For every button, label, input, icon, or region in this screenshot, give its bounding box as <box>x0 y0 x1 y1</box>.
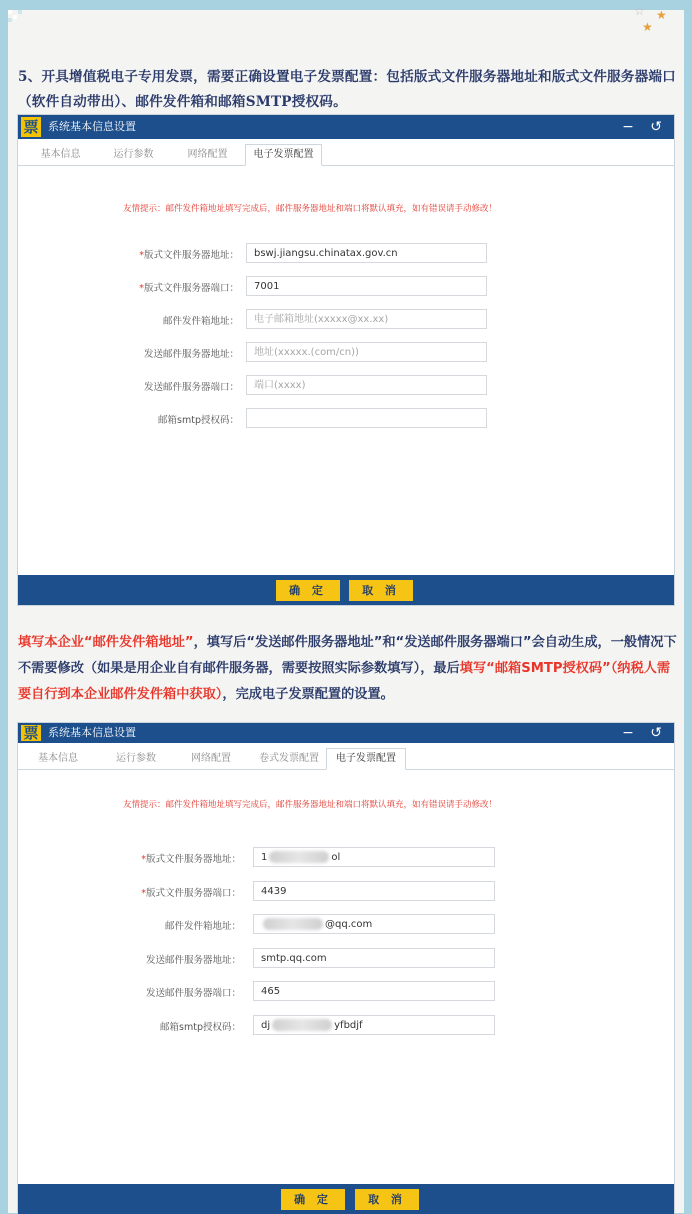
layout-server-address-input[interactable]: bswj.jiangsu.chinatax.gov.cn <box>246 243 487 263</box>
corner-decoration <box>8 10 26 22</box>
invoice-logo-icon: 票 <box>21 725 41 741</box>
label-text: 邮箱smtp授权码： <box>158 415 239 426</box>
smtp-server-address-label <box>144 346 239 360</box>
layout-server-port-input[interactable]: 7001 <box>246 276 487 296</box>
bottom-bar <box>18 1184 674 1214</box>
ok-button[interactable]: 确 定 <box>276 580 340 601</box>
label-text: 版式文件服务器端口： <box>145 887 241 899</box>
tab-roll-invoice-config[interactable]: 卷式发票配置 <box>259 753 319 764</box>
field-value: smtp.qq.com <box>261 952 327 964</box>
field-value: dj <box>261 1019 271 1031</box>
field-value: 465 <box>261 986 281 997</box>
paragraph-segment: 填写“邮箱SMTP授权码” <box>459 661 611 676</box>
label-text: 版式文件服务器端口： <box>143 283 239 294</box>
bottom-bar <box>18 575 674 605</box>
sender-email-input[interactable]: 电子邮箱地址(xxxxx@xx.xx) <box>246 309 487 329</box>
label-text: 发送邮件服务器端口： <box>145 988 241 999</box>
required-marker: * <box>139 283 144 294</box>
field-value: 4439 <box>261 885 287 897</box>
paragraph-segment: （纳税人需要自行到本企业邮件发件箱中获取） <box>18 661 671 702</box>
sender-email-input[interactable] <box>253 914 495 934</box>
redacted-blur <box>269 851 329 863</box>
settings-window-1 <box>17 114 675 606</box>
field-value-suffix: yfbdjf <box>334 1019 363 1031</box>
field-value-suffix: @qq.com <box>325 919 373 930</box>
tab-e-invoice-config[interactable]: 电子发票配置 <box>245 144 322 166</box>
field-value-suffix: ol <box>331 852 341 863</box>
required-marker: * <box>139 250 144 261</box>
instruction-paragraph <box>18 630 678 708</box>
label-text: 邮件发件箱地址： <box>164 921 241 932</box>
layout-server-address-label <box>139 247 239 261</box>
ok-button[interactable]: 确 定 <box>281 1189 345 1210</box>
label-text: 邮件发件箱地址： <box>162 316 239 327</box>
window-titlebar <box>18 115 674 139</box>
tab-bar <box>18 743 674 770</box>
paragraph-segment: ，完成电子发票配置的设置。 <box>222 687 394 702</box>
label-text: 发送邮件服务器地址： <box>145 954 241 966</box>
paragraph-segment: 填写本企业“邮件发件箱地址” <box>18 635 194 650</box>
tab-basic-info[interactable]: 基本信息 <box>40 149 81 160</box>
label-text: 邮箱smtp授权码： <box>160 1021 241 1033</box>
cancel-button[interactable]: 取 消 <box>349 580 413 601</box>
layout-server-address-input[interactable] <box>253 847 495 867</box>
smtp-auth-code-input[interactable] <box>246 408 487 428</box>
star-decoration: ☆ ★ ★ <box>634 4 667 34</box>
smtp-server-port-input[interactable] <box>253 981 495 1001</box>
label-text: 发送邮件服务器地址： <box>143 349 239 360</box>
required-marker: * <box>141 887 146 899</box>
step-heading: 5、开具增值税电子专用发票，需要正确设置电子发票配置：包括版式文件服务器地址和版式文件服务器端口（软件自动带出）、邮件发件箱和邮箱SMTP授权码。 <box>18 69 676 110</box>
tip-message: 友情提示：邮件发件箱地址填写完成后，邮件服务器地址和端口将默认填充，如有错误请手动修改！ <box>123 204 498 214</box>
tip-message: 友情提示：邮件发件箱地址填写完成后，邮件服务器地址和端口将默认填充，如有错误请手动修改！ <box>123 800 498 810</box>
settings-window-2 <box>17 722 675 1214</box>
layout-server-port-label <box>139 280 239 294</box>
window-title: 系统基本信息设置 <box>48 120 136 133</box>
tab-bar <box>18 139 674 166</box>
sender-email-label <box>163 313 239 327</box>
redacted-blur <box>263 918 323 930</box>
required-marker: * <box>141 854 146 865</box>
tab-network-config[interactable]: 网络配置 <box>187 149 228 160</box>
smtp-server-address-label <box>146 952 241 966</box>
smtp-server-port-input[interactable]: 端口(xxxx) <box>246 375 487 395</box>
label-text: 版式文件服务器地址： <box>143 250 239 261</box>
smtp-auth-code-label <box>160 1019 241 1033</box>
tab-network-config[interactable]: 网络配置 <box>191 753 231 764</box>
tab-run-params[interactable]: 运行参数 <box>116 753 156 764</box>
invoice-logo-icon: 票 <box>21 117 41 137</box>
tab-basic-info[interactable]: 基本信息 <box>38 753 78 764</box>
window-controls[interactable]: − ↺ <box>622 119 668 135</box>
smtp-auth-code-input[interactable] <box>253 1015 495 1035</box>
smtp-server-port-label <box>144 379 239 393</box>
paragraph-segment: ，填写后“发送邮件服务器地址”和“发送邮件服务器端口”会自动生成，一般情况下不需要修改（如果是用企业自有邮件服务器，需要按照实际参数填写），最后 <box>18 635 677 676</box>
smtp-server-address-input[interactable]: 地址(xxxxx.(com/cn)) <box>246 342 487 362</box>
redacted-blur <box>272 1019 332 1031</box>
label-text: 版式文件服务器地址： <box>145 854 241 865</box>
smtp-server-port-label <box>146 985 241 999</box>
layout-server-port-label <box>141 885 241 899</box>
cancel-button[interactable]: 取 消 <box>355 1189 419 1210</box>
window-title: 系统基本信息设置 <box>48 726 136 739</box>
window-controls[interactable]: − ↺ <box>622 725 668 741</box>
window-titlebar <box>18 723 674 743</box>
article-frame <box>8 4 684 1213</box>
tab-e-invoice-config[interactable]: 电子发票配置 <box>326 748 406 770</box>
sender-email-label <box>165 918 241 932</box>
tab-run-params[interactable]: 运行参数 <box>113 149 154 160</box>
layout-server-port-input[interactable] <box>253 881 495 901</box>
layout-server-address-label <box>141 851 241 865</box>
field-value: 1 <box>261 852 268 863</box>
smtp-server-address-input[interactable] <box>253 948 495 968</box>
smtp-auth-code-label <box>158 412 239 426</box>
label-text: 发送邮件服务器端口： <box>143 382 239 393</box>
